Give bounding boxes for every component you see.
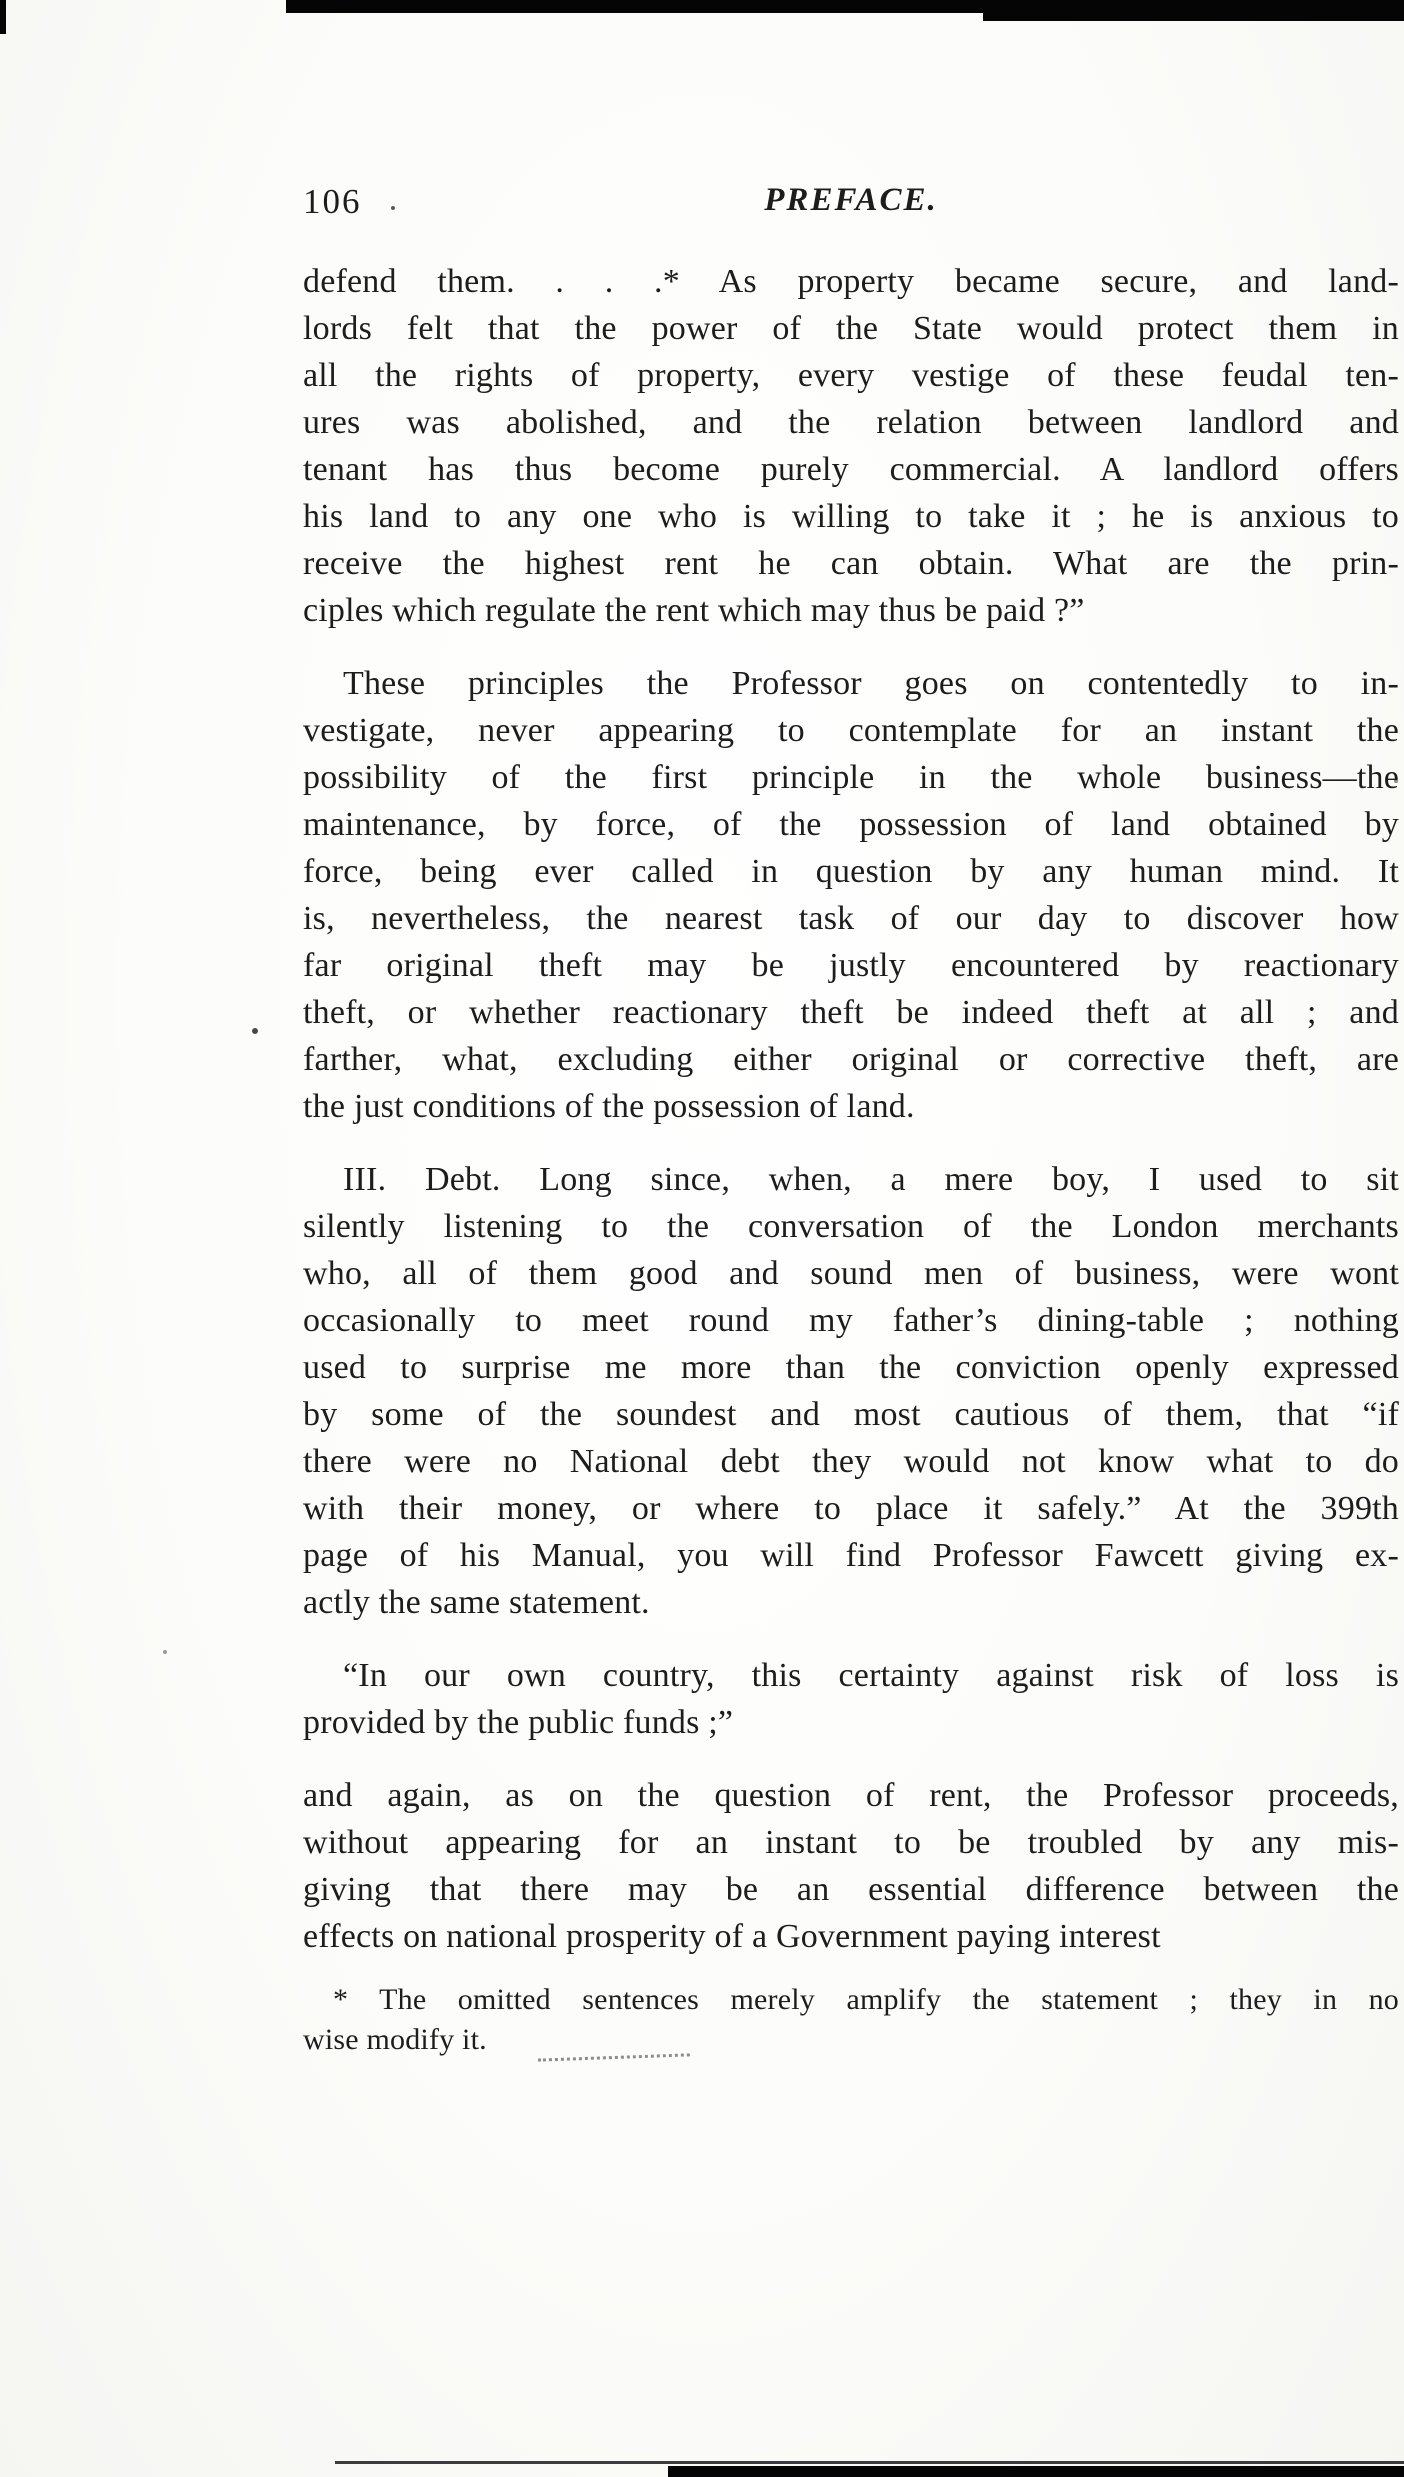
- text-line: page of his Manual, you will find Professor Fawcett giving ex-: [303, 1537, 1399, 1574]
- text-line: lords felt that the power of the State would protect them in: [303, 310, 1399, 347]
- text-line: far original theft may be justly encountered by reactionary: [303, 947, 1399, 984]
- text-line: These principles the Professor goes on contentedly to in-: [343, 665, 1399, 702]
- text-line: tenant has thus become purely commercial. A landlord offers: [303, 451, 1399, 488]
- text-line: theft, or whether reactionary theft be indeed theft at all ; and: [303, 994, 1399, 1031]
- text-line: with their money, or where to place it safely.” At the 399th: [303, 1490, 1399, 1527]
- text-line: effects on national prosperity of a Government paying interest: [303, 1918, 1161, 1955]
- text-line: giving that there may be an essential difference between the: [303, 1871, 1399, 1908]
- running-header: [303, 182, 1399, 226]
- text-line: ciples which regulate the rent which may thus be paid ?”: [303, 592, 1085, 629]
- page-body: [303, 258, 1399, 2060]
- text-line: who, all of them good and sound men of business, were wont: [303, 1255, 1399, 1292]
- text-line: vestigate, never appearing to contemplate for an instant the: [303, 712, 1399, 749]
- paragraph: [303, 1772, 1399, 1960]
- page-number: 106: [303, 182, 362, 221]
- text-line: * The omitted sentences merely amplify the statement ; they in no: [333, 1983, 1399, 2016]
- text-line: actly the same statement.: [303, 1584, 650, 1621]
- text-line: without appearing for an instant to be troubled by any mis-: [303, 1824, 1399, 1861]
- paragraph: [303, 258, 1399, 634]
- text-line: wise modify it.: [303, 2023, 487, 2056]
- text-line: silently listening to the conversation of the London merchants: [303, 1208, 1399, 1245]
- ink-speck-left-faint: [163, 1650, 167, 1654]
- paragraph: [303, 1156, 1399, 1626]
- footnote: [303, 1980, 1399, 2060]
- scan-bar-bottom: [668, 2466, 1404, 2477]
- text-line: possibility of the first principle in the whole business—the: [303, 759, 1399, 796]
- text-line: there were no National debt they would not know what to do: [303, 1443, 1399, 1480]
- scan-bar-top-left: [286, 0, 986, 13]
- scan-bar-top-right: [983, 0, 1404, 21]
- text-line: maintenance, by force, of the possession of land obtained by: [303, 806, 1399, 843]
- text-line: “In our own country, this certainty against risk of loss is: [343, 1657, 1399, 1694]
- text-line: III. Debt. Long since, when, a mere boy, I used to sit: [343, 1161, 1399, 1198]
- text-line: used to surprise me more than the conviction openly expressed: [303, 1349, 1399, 1386]
- paragraph: [303, 660, 1399, 1130]
- page-header-title: PREFACE.: [764, 182, 938, 218]
- text-line: ures was abolished, and the relation between landlord and: [303, 404, 1399, 441]
- text-line: by some of the soundest and most cautious of them, that “if: [303, 1396, 1399, 1433]
- text-line: and again, as on the question of rent, the Professor proceeds,: [303, 1777, 1399, 1814]
- text-line: occasionally to meet round my father’s dining-table ; nothing: [303, 1302, 1399, 1339]
- text-line: the just conditions of the possession of land.: [303, 1088, 915, 1125]
- text-line: is, nevertheless, the nearest task of our day to discover how: [303, 900, 1399, 937]
- scan-edge-mark: [0, 0, 6, 34]
- text-line: force, being ever called in question by any human mind. It: [303, 853, 1399, 890]
- text-line: farther, what, excluding either original or corrective theft, are: [303, 1041, 1399, 1078]
- text-line: his land to any one who is willing to take it ; he is anxious to: [303, 498, 1399, 535]
- scan-line-bottom: [335, 2461, 1404, 2464]
- text-line: receive the highest rent he can obtain. What are the prin-: [303, 545, 1399, 582]
- text-line: defend them. . . .* As property became secure, and land-: [303, 263, 1399, 300]
- text-line: provided by the public funds ;”: [303, 1704, 734, 1741]
- paragraph: [303, 1652, 1399, 1746]
- paragraphs-container: [303, 258, 1399, 1960]
- text-line: all the rights of property, every vestige of these feudal ten-: [303, 357, 1399, 394]
- ink-speck-left-margin: [252, 1028, 258, 1034]
